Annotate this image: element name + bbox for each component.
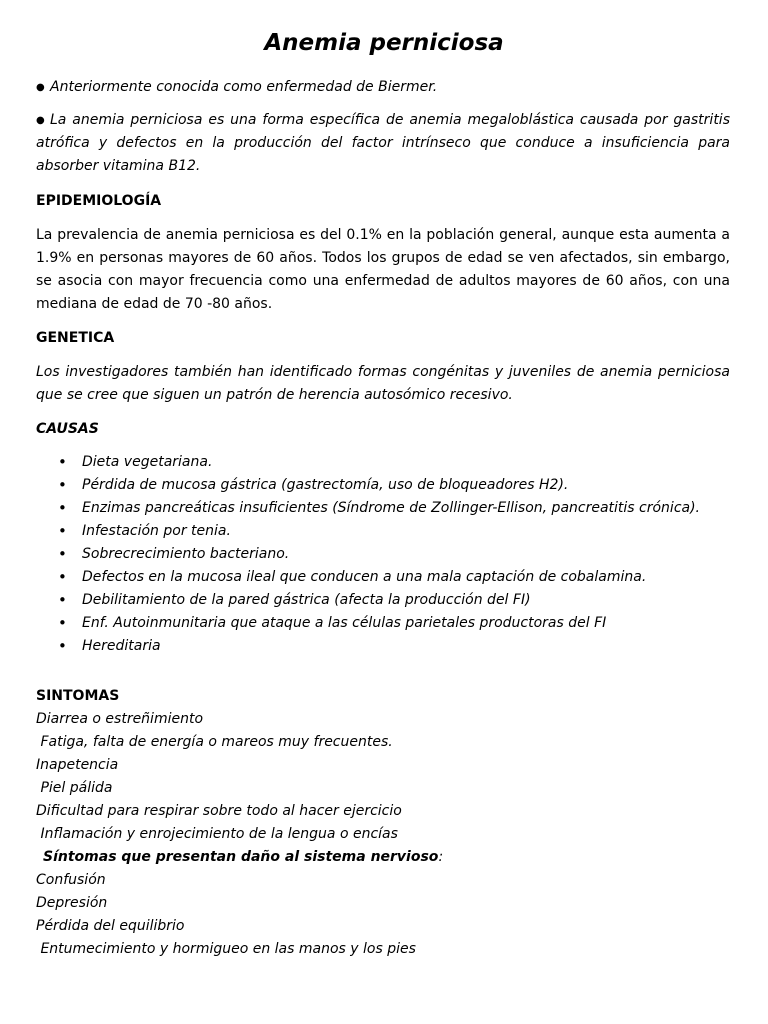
- list-item: • Debilitamiento de la pared gástrica (afecta la producción del FI): [36, 589, 730, 612]
- intro-text-1: Anteriormente conocida como enfermedad de Biermer.: [50, 79, 438, 95]
- list-item: • Enf. Autoinmunitaria que ataque a las células parietales productoras del FI: [36, 612, 730, 635]
- genetica-heading: GENETICA: [36, 330, 115, 346]
- list-item: Piel pálida: [36, 780, 113, 796]
- list-item: • Sobrecrecimiento bacteriano.: [36, 543, 730, 566]
- nervioso-heading: Síntomas que presentan daño al sistema nervioso: [43, 849, 439, 865]
- bullet-icon: ●: [36, 82, 45, 93]
- intro-text-2: La anemia perniciosa es una forma específica de anemia megaloblástica causada por gastritis atrófica y defectos en la producción del factor intrínseco que conduce a insuficiencia para absorber vitamina B12.: [36, 112, 730, 174]
- list-item: Inapetencia: [36, 757, 119, 773]
- epidemiologia-heading: EPIDEMIOLOGÍA: [36, 193, 162, 209]
- list-item: • Pérdida de mucosa gástrica (gastrectomía, uso de bloqueadores H2).: [36, 474, 730, 497]
- list-item: Depresión: [36, 895, 108, 911]
- nervioso-heading-line: [36, 846, 730, 869]
- epidemiologia-paragraph: La prevalencia de anemia perniciosa es del 0.1% en la población general, aunque esta aumenta a 1.9% en personas mayores de 60 años. Todos los grupos de edad se ven afectados, sin embargo, se asocia con mayor frecuencia como una enfermedad de adultos mayores de 60 años, con una mediana de edad de 70 -80 años.: [36, 227, 730, 312]
- list-item: Pérdida del equilibrio: [36, 918, 185, 934]
- intro-bullet-1: [36, 76, 730, 99]
- list-item: • Hereditaria: [36, 635, 730, 658]
- list-item: • Infestación por tenia.: [36, 520, 730, 543]
- list-item: Entumecimiento y hormigueo en las manos y los pies: [36, 941, 416, 957]
- list-item: Confusión: [36, 872, 106, 888]
- causas-list-container: [36, 451, 730, 658]
- list-item: Inflamación y enrojecimiento de la lengua o encías: [36, 826, 398, 842]
- list-item: • Enzimas pancreáticas insuficientes (Síndrome de Zollinger-Ellison, pancreatitis crónica).: [36, 497, 730, 520]
- causas-list: [36, 451, 730, 658]
- list-item: Fatiga, falta de energía o mareos muy frecuentes.: [36, 734, 393, 750]
- bullet-icon: ●: [36, 115, 45, 126]
- causas-heading: CAUSAS: [36, 421, 99, 437]
- list-item: • Defectos en la mucosa ileal que conducen a una mala captación de cobalamina.: [36, 566, 730, 589]
- sintomas-section: [36, 685, 730, 961]
- list-item: Dificultad para respirar sobre todo al hacer ejercicio: [36, 803, 402, 819]
- nervioso-colon: :: [438, 849, 444, 865]
- page-title: Anemia perniciosa: [264, 30, 504, 56]
- intro-bullet-2: [36, 109, 730, 178]
- list-item: Diarrea o estreñimiento: [36, 711, 204, 727]
- genetica-paragraph: Los investigadores también han identificado formas congénitas y juveniles de anemia perniciosa que se cree que siguen un patrón de herencia autosómico recesivo.: [36, 364, 730, 403]
- sintomas-heading: SINTOMAS: [36, 688, 120, 704]
- list-item: • Dieta vegetariana.: [36, 451, 730, 474]
